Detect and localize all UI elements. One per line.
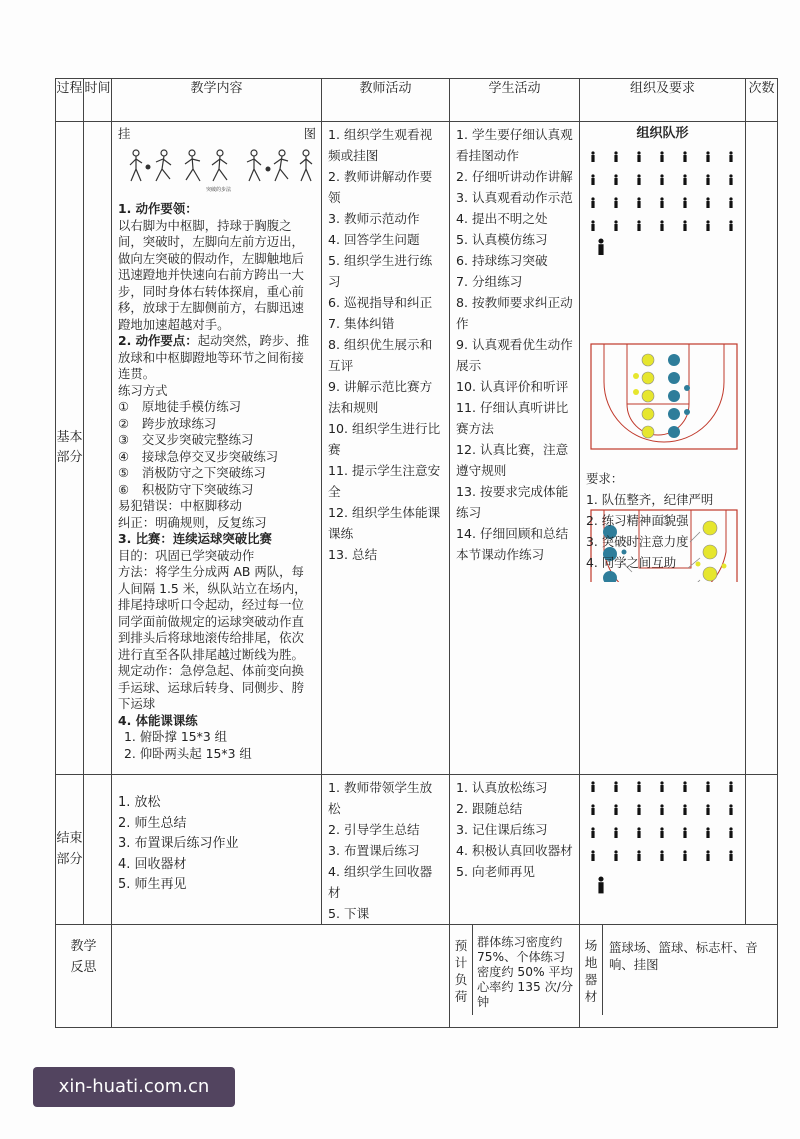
teacher-item: 6. 巡视指导和纠正 [328,295,433,310]
student-figure [683,197,686,208]
student-figure [614,174,617,185]
teacher-item: 12. 组织学生体能课课练 [328,505,441,541]
end-teacher-item: 1. 教师带领学生放松 [328,780,433,816]
header-content: 教学内容 [112,79,322,122]
student-figure [683,827,686,838]
student-item: 6. 持球练习突破 [456,253,548,268]
teacher-figure [598,238,603,255]
end-org [580,775,746,925]
student-figure [729,781,732,792]
student-figure [660,781,663,792]
student-figure [637,781,640,792]
student-figure [637,151,640,162]
practice-item: ⑤ 消极防守之下突破练习 [118,465,266,480]
header-student: 学生活动 [450,79,580,122]
student-figure [706,174,709,185]
load-text: 群体练习密度约75%、个体练习密度约 50% 平均心率约 135 次/分钟 [477,935,574,1009]
end-content-item: 4. 回收器材 [118,856,187,872]
student-figure [591,804,594,815]
basic-row [56,122,778,775]
student-figure [683,850,686,861]
student-item: 10. 认真评价和听评 [456,379,569,394]
student-item: 1. 学生要仔细认真观看挂图动作 [456,127,573,163]
s3-rule: 规定动作：急停急起、体前变向换手运球、运球后转身、同侧步、胯下运球 [118,663,304,711]
student-item: 4. 提出不明之处 [456,211,548,226]
teacher-item: 9. 讲解示范比赛方法和规则 [328,379,433,415]
basic-org [580,122,746,775]
student-figure [591,781,594,792]
student-item: 14. 仔细回顾和总结本节课动作练习 [456,526,569,562]
student-figure [706,151,709,162]
requirement-item: 1. 队伍整齐，纪律严明 [586,491,714,507]
student-figure [729,151,732,162]
student-figure [614,827,617,838]
header-org: 组织及要求 [580,79,746,122]
reflection-label [56,925,112,1028]
formation-title: 组织队形 [636,126,689,141]
s3-method: 方法：将学生分成两 AB 两队，每人间隔 1.5 米，纵队站立在场内，排尾持球听口令起动，经过每一位同学面前做规定的运球突破动作直到排头后将球地滚传给排尾，依次进行直至各队排尾越过断线为胜。 [118,564,307,662]
reflection-text: 教学反思 [70,939,97,975]
practice-item: ① 原地徒手模仿练习 [118,399,242,414]
student-figure [614,850,617,861]
end-formation-diagram [580,775,746,905]
end-student-item: 5. 向老师再见 [456,864,535,879]
teacher-item: 7. 集体纠错 [328,316,395,331]
teacher-figure [598,876,603,893]
teacher-item: 5. 组织学生进行练习 [328,253,433,289]
practice-item: ⑥ 积极防守下突破练习 [118,481,254,497]
teacher-item: 2. 教师讲解动作要领 [328,169,433,205]
student-figure [591,174,594,185]
end-content-item: 2. 师生总结 [118,815,187,831]
student-figure [591,197,594,208]
venue-label: 场地器材 [580,925,603,1015]
basic-student [450,122,580,775]
watermark: xin-huati.com.cn [33,1067,235,1107]
end-time [84,775,112,925]
student-figure [637,220,640,231]
requirement-item: 4. 同学之间互助 [586,554,677,570]
end-row [56,775,778,925]
student-item: 7. 分组练习 [456,274,523,289]
student-figure [591,220,594,231]
student-item: 2. 仔细听讲动作讲解 [456,169,573,184]
s3-heading: 3. 比赛：连续运球突破比赛 [118,531,272,546]
end-content-item: 5. 师生再见 [118,877,187,892]
student-figure [683,174,686,185]
student-item: 12. 认真比赛，注意遵守规则 [456,442,569,478]
student-figure [729,220,732,231]
venue-cell [580,925,778,1028]
student-figure [683,151,686,162]
formation-diagram [580,145,746,255]
s1-heading: 1. 动作要领： [118,201,198,216]
teacher-item: 1. 组织学生观看视频或挂图 [328,127,433,163]
end-teacher-item: 4. 组织学生回收器材 [328,864,433,900]
student-item: 5. 认真模仿练习 [456,232,548,247]
end-student-item: 3. 记住课后练习 [456,822,548,837]
header-teacher: 教师活动 [322,79,450,122]
fitness-item: 2. 仰卧两头起 15*3 组 [124,745,252,761]
s3-goal: 目的：巩固已学突破动作 [118,547,255,563]
student-figure [660,151,663,162]
student-figure [706,804,709,815]
student-figure [660,220,663,231]
student-figure [729,827,732,838]
s2-text: 起动突然，跨步、推放球和中枢脚蹬地等环节之间衔接连贯。 [118,333,310,381]
student-item: 8. 按教师要求纠正动作 [456,295,573,331]
practice-heading: 练习方式 [118,382,168,398]
reflection-content [112,925,450,1028]
student-item: 13. 按要求完成体能练习 [456,484,569,520]
end-student-item: 4. 积极认真回收器材 [456,843,573,858]
student-figure [637,827,640,838]
student-figure [591,151,594,162]
student-figure [660,850,663,861]
header-time: 时间 [84,79,112,122]
correction: 纠正：明确规则，反复练习 [118,514,267,530]
teacher-item: 10. 组织学生进行比赛 [328,421,441,457]
practice-item: ④ 接球急停交叉步突破练习 [118,448,279,464]
header-process: 过程 [56,79,84,122]
student-figure [706,197,709,208]
teacher-item: 3. 教师示范动作 [328,211,420,226]
header-count: 次数 [746,79,778,122]
teacher-item: 8. 组织优生展示和互评 [328,337,433,373]
student-figure [683,220,686,231]
student-figure [706,827,709,838]
student-figure [637,804,640,815]
basic-phase: 基本部分 [56,122,84,775]
load-label: 预计负荷 [450,925,473,1015]
student-figure [614,781,617,792]
student-figure [660,827,663,838]
teacher-item: 13. 总结 [328,547,378,562]
end-content [112,775,322,925]
end-phase: 结束部分 [56,775,84,925]
teacher-item: 4. 回答学生问题 [328,232,420,247]
s4-heading: 4. 体能课课练 [118,712,198,728]
student-figure [729,174,732,185]
student-figure [706,850,709,861]
student-figure [637,197,640,208]
wall-chart-image [118,147,318,193]
student-item: 11. 仔细认真听讲比赛方法 [456,400,569,436]
basic-count [746,122,778,775]
student-figure [637,850,640,861]
student-figure [660,197,663,208]
student-figure [729,197,732,208]
footer-row [56,925,778,1028]
student-figure [706,220,709,231]
student-item: 3. 认真观看动作示范 [456,190,573,205]
load-cell [450,925,580,1028]
end-student-item: 2. 跟随总结 [456,801,523,816]
basic-content [112,122,322,775]
image-caption: 突破的步法 [206,186,232,193]
student-figure [660,174,663,185]
student-figure [729,804,732,815]
student-figure [591,827,594,838]
s2-heading: 2. 动作要点： [118,333,198,348]
student-figure [614,220,617,231]
end-teacher-item: 5. 下课 [328,906,370,921]
student-figure [660,804,663,815]
title-right: 图 [303,126,316,141]
student-figure [729,850,732,861]
student-figure [683,781,686,792]
requirement-item: 3. 突破时注意力度 [586,533,689,549]
basic-time [84,122,112,775]
requirement-item: 2. 练习精神面貌强 [586,512,689,528]
lesson-plan-table [55,78,778,1028]
picture-title [118,126,316,143]
student-figure [614,804,617,815]
end-student [450,775,580,925]
teacher-item: 11. 提示学生注意安全 [328,463,441,499]
fitness-item: 1. 俯卧撑 15*3 组 [124,729,228,744]
court-diagram-1 [591,344,737,449]
student-figure [706,781,709,792]
student-figure [591,850,594,861]
end-teacher-item: 3. 布置课后练习 [328,843,420,858]
title-left: 挂 [118,126,131,141]
end-content-item: 1. 放松 [118,795,161,810]
practice-item: ③ 交叉步突破完整练习 [118,432,254,447]
end-teacher-item: 2. 引导学生总结 [328,822,420,837]
s1-text: 以右脚为中枢脚，持球于胸腹之间，突破时，左脚向左前方迈出，做向左突破的假动作，左脚触地后迅速蹬地并快速向右前方跨出一大步，同时身体右转体探肩，重心前移，放球于左脚侧前方，右脚迅速蹬地加速超越对手。 [118,217,304,332]
student-figure [614,151,617,162]
end-teacher [322,775,450,925]
student-figure [683,804,686,815]
venue-text: 篮球场、篮球、标志杆、音响、挂图 [609,940,758,972]
header-row [56,79,778,122]
student-figure [637,174,640,185]
practice-list [118,399,316,498]
end-student-item: 1. 认真放松练习 [456,780,548,795]
basic-teacher [322,122,450,775]
student-item: 9. 认真观看优生动作展示 [456,337,573,373]
requirements-heading: 要求： [586,470,624,486]
student-figure [614,197,617,208]
practice-item: ② 跨步放球练习 [118,415,217,431]
common-error: 易犯错误：中枢脚移动 [118,498,242,513]
end-content-item: 3. 布置课后练习作业 [118,836,239,851]
end-count [746,775,778,925]
